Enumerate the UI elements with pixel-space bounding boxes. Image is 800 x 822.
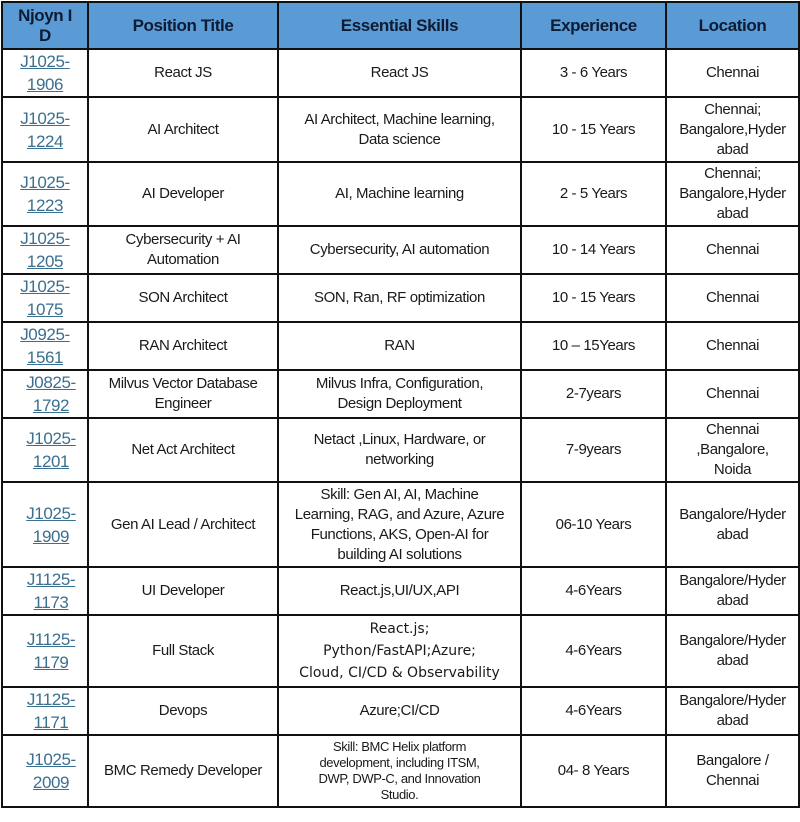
experience-cell: 06-10 Years [521, 482, 666, 567]
job-id-link[interactable] [20, 107, 70, 153]
job-id-link[interactable] [20, 227, 70, 273]
job-id-line: 1223 [26, 196, 64, 215]
job-id-line: 1179 [33, 653, 69, 672]
location-cell [666, 567, 799, 615]
job-id-line: J1025- [20, 108, 70, 128]
job-id-link[interactable] [20, 275, 70, 321]
position-title-line: Gen AI Lead / Architect [110, 515, 256, 533]
essential-skills-line: Skill: BMC Helix platform [332, 739, 467, 754]
location-cell [666, 687, 799, 735]
njoyn-id-cell [2, 162, 88, 226]
essential-skills-line: Python/FastAPI;Azure; [323, 643, 476, 659]
table-row [2, 274, 799, 322]
experience-cell: 10 – 15Years [521, 322, 666, 370]
skills-text [281, 240, 518, 260]
job-id-link[interactable] [27, 628, 75, 674]
location-cell [666, 370, 799, 418]
job-id-line: 1224 [26, 131, 64, 151]
header-position-title: Position Title [88, 2, 278, 49]
njoyn-id-cell [2, 322, 88, 370]
skills-text [281, 485, 518, 565]
experience-cell: 2 - 5 Years [521, 162, 666, 226]
header-njoyn-id-text: Njoyn I D [18, 5, 72, 45]
position-title-cell [88, 49, 278, 97]
essential-skills-line: SON, Ran, RF optimization [314, 289, 485, 306]
location-cell [666, 226, 799, 274]
job-id-line: 1075 [26, 300, 64, 319]
essential-skills-cell [278, 418, 521, 482]
skills-text [281, 701, 518, 721]
essential-skills-line: development, including ITSM, [319, 755, 480, 770]
table-row [2, 735, 799, 807]
location-line: abad [716, 592, 749, 609]
job-id-link[interactable] [20, 323, 70, 369]
essential-skills-cell [278, 567, 521, 615]
essential-skills-cell [278, 226, 521, 274]
location-cell [666, 162, 799, 226]
position-title-cell [88, 418, 278, 482]
position-title-line: Engineer [154, 395, 212, 412]
essential-skills-line: Cloud, CI/CD & Observability [299, 665, 500, 681]
skills-text [281, 374, 518, 414]
location-line: abad [716, 652, 749, 669]
position-title-line: React JS [154, 64, 212, 81]
table-row [2, 687, 799, 735]
table-row [2, 97, 799, 162]
position-title-line: Milvus Vector Database [108, 375, 258, 392]
location-cell [666, 482, 799, 567]
location-line: Bangalore / [696, 752, 769, 769]
position-title-cell [88, 615, 278, 687]
table-row [2, 49, 799, 97]
skills-text [281, 288, 518, 308]
table-row [2, 162, 799, 226]
location-line: Chennai [705, 385, 760, 402]
skills-text [281, 336, 518, 356]
job-id-line: 2009 [32, 773, 70, 792]
table-row [2, 418, 799, 482]
location-cell [666, 735, 799, 807]
job-id-line: J1125- [26, 570, 76, 589]
location-line: Chennai; [704, 100, 761, 118]
position-title-cell [88, 162, 278, 226]
experience-cell: 04- 8 Years [521, 735, 666, 807]
essential-skills-cell [278, 97, 521, 162]
essential-skills-line: Milvus Infra, Configuration, [315, 375, 484, 392]
location-line: Chennai [705, 289, 760, 306]
location-line: abad [716, 712, 749, 729]
job-id-line: 1205 [26, 252, 64, 271]
position-title-cell [88, 97, 278, 162]
essential-skills-cell [278, 162, 521, 226]
header-row [2, 2, 799, 49]
header-essential-skills: Essential Skills [278, 2, 521, 49]
job-id-line: J1025- [20, 52, 70, 71]
location-cell [666, 97, 799, 162]
job-id-line: 1171 [33, 713, 69, 732]
location-line: Chennai [705, 64, 760, 81]
essential-skills-line: AI Architect, Machine learning, [304, 110, 495, 128]
job-id-line: J1025- [26, 750, 76, 769]
skills-text [281, 430, 518, 470]
position-title-line: Cybersecurity + AI [125, 231, 241, 248]
job-id-link[interactable] [26, 371, 76, 417]
position-title-line: Full Stack [152, 642, 214, 659]
job-openings-table [1, 1, 800, 808]
essential-skills-line: networking [365, 451, 434, 468]
position-title-line: Net Act Architect [131, 441, 235, 458]
job-id-link[interactable] [27, 688, 75, 734]
position-title-cell [88, 274, 278, 322]
essential-skills-cell [278, 322, 521, 370]
position-title-line: RAN Architect [138, 337, 228, 354]
essential-skills-line: Cybersecurity, AI automation [309, 241, 490, 258]
job-id-line: J0825- [26, 373, 76, 392]
job-id-line: J1025- [26, 503, 76, 523]
position-title-line: AI Developer [142, 185, 224, 202]
job-id-line: J1025- [26, 429, 76, 448]
location-line: Bangalore/Hyder [679, 632, 786, 649]
position-title-line: BMC Remedy Developer [104, 762, 262, 779]
experience-cell: 3 - 6 Years [521, 49, 666, 97]
essential-skills-line: React.js; [369, 621, 430, 637]
essential-skills-line: React JS [370, 64, 429, 81]
location-cell [666, 322, 799, 370]
essential-skills-cell [278, 615, 521, 687]
essential-skills-cell [278, 49, 521, 97]
skills-text [281, 581, 518, 601]
header-njoyn-id [2, 2, 88, 49]
skills-text [281, 739, 518, 803]
njoyn-id-cell [2, 735, 88, 807]
table-row [2, 615, 799, 687]
essential-skills-cell [278, 482, 521, 567]
position-title-cell [88, 370, 278, 418]
job-id-link[interactable] [20, 171, 70, 217]
njoyn-id-cell [2, 97, 88, 162]
skills-text [281, 63, 518, 83]
job-id-line: J0925- [20, 325, 70, 344]
experience-cell: 4-6Years [521, 687, 666, 735]
header-location: Location [666, 2, 799, 49]
position-title-cell [88, 322, 278, 370]
job-id-link[interactable] [27, 568, 75, 614]
essential-skills-line: building AI solutions [337, 545, 462, 563]
experience-cell: 10 - 15 Years [521, 97, 666, 162]
job-id-line: J1025- [20, 173, 70, 192]
job-id-line: 1173 [33, 593, 69, 612]
location-line: Bangalore,Hyder [679, 185, 786, 202]
njoyn-id-cell [2, 418, 88, 482]
table-row [2, 370, 799, 418]
job-id-line: J1025- [20, 229, 70, 248]
essential-skills-line: Skill: Gen AI, AI, Machine [320, 485, 479, 503]
location-line: Chennai [705, 241, 760, 258]
location-cell [666, 49, 799, 97]
location-line: Bangalore/Hyder [679, 692, 786, 709]
experience-cell: 4-6Years [521, 567, 666, 615]
location-cell [666, 418, 799, 482]
job-id-link[interactable] [26, 748, 76, 794]
position-title-cell [88, 482, 278, 567]
job-id-line: 1561 [26, 348, 64, 367]
location-line: Chennai [705, 421, 760, 438]
njoyn-id-cell [2, 687, 88, 735]
njoyn-id-cell [2, 615, 88, 687]
job-id-link[interactable] [26, 427, 76, 473]
njoyn-id-cell [2, 226, 88, 274]
table-row [2, 482, 799, 567]
job-id-line: J1125- [26, 690, 76, 709]
position-title-line: Automation [147, 251, 219, 268]
job-id-line: J1025- [20, 277, 70, 296]
essential-skills-cell [278, 735, 521, 807]
essential-skills-cell [278, 370, 521, 418]
essential-skills-line: AI, Machine learning [335, 185, 464, 202]
location-cell [666, 274, 799, 322]
position-title-line: AI Architect [147, 120, 219, 138]
location-cell [666, 615, 799, 687]
location-line: Bangalore/Hyder [679, 572, 786, 589]
location-line: abad [716, 525, 749, 543]
essential-skills-line: Azure;CI/CD [359, 702, 440, 719]
location-line: Noida [713, 461, 752, 478]
experience-cell: 10 - 14 Years [521, 226, 666, 274]
position-title-cell [88, 735, 278, 807]
experience-cell: 7-9years [521, 418, 666, 482]
essential-skills-line: RAN [384, 337, 415, 354]
essential-skills-line: Data science [358, 130, 441, 148]
position-title-cell [88, 567, 278, 615]
njoyn-id-cell [2, 567, 88, 615]
location-line: Chennai [705, 337, 760, 354]
location-line: abad [716, 205, 749, 222]
job-id-line: J1125- [26, 630, 76, 649]
table-row [2, 322, 799, 370]
position-title-line: UI Developer [141, 582, 225, 599]
essential-skills-line: React.js,UI/UX,API [339, 582, 460, 599]
njoyn-id-cell [2, 370, 88, 418]
job-id-line: 1906 [26, 75, 64, 94]
job-id-line: 1792 [32, 396, 70, 415]
experience-cell: 2-7years [521, 370, 666, 418]
job-id-line: 1909 [32, 526, 70, 546]
location-line: abad [716, 140, 749, 158]
job-id-link[interactable] [26, 502, 76, 548]
skills-text [281, 110, 518, 150]
location-line: Chennai; [704, 165, 761, 182]
experience-cell: 4-6Years [521, 615, 666, 687]
location-line: Chennai [705, 772, 760, 789]
skills-text [281, 184, 518, 204]
position-title-cell [88, 687, 278, 735]
job-id-link[interactable] [20, 50, 70, 96]
njoyn-id-cell [2, 482, 88, 567]
location-line: Bangalore/Hyder [679, 505, 786, 523]
essential-skills-line: Design Deployment [337, 395, 462, 412]
essential-skills-cell [278, 687, 521, 735]
position-title-line: SON Architect [138, 289, 228, 306]
table-row [2, 567, 799, 615]
header-experience: Experience [521, 2, 666, 49]
location-line: ,Bangalore, [696, 441, 769, 458]
essential-skills-line: Learning, RAG, and Azure, Azure [294, 505, 505, 523]
experience-cell: 10 - 15 Years [521, 274, 666, 322]
essential-skills-line: Functions, AKS, Open-AI for [310, 525, 489, 543]
table-row [2, 226, 799, 274]
njoyn-id-cell [2, 49, 88, 97]
job-id-line: 1201 [32, 452, 70, 471]
essential-skills-line: DWP, DWP-C, and Innovation [318, 771, 481, 786]
njoyn-id-cell [2, 274, 88, 322]
essential-skills-cell [278, 274, 521, 322]
essential-skills-line: Studio. [380, 787, 419, 802]
location-line: Bangalore,Hyder [679, 120, 786, 138]
position-title-line: Devops [158, 702, 208, 719]
position-title-cell [88, 226, 278, 274]
skills-text [281, 618, 518, 684]
essential-skills-line: Netact ,Linux, Hardware, or [313, 431, 486, 448]
